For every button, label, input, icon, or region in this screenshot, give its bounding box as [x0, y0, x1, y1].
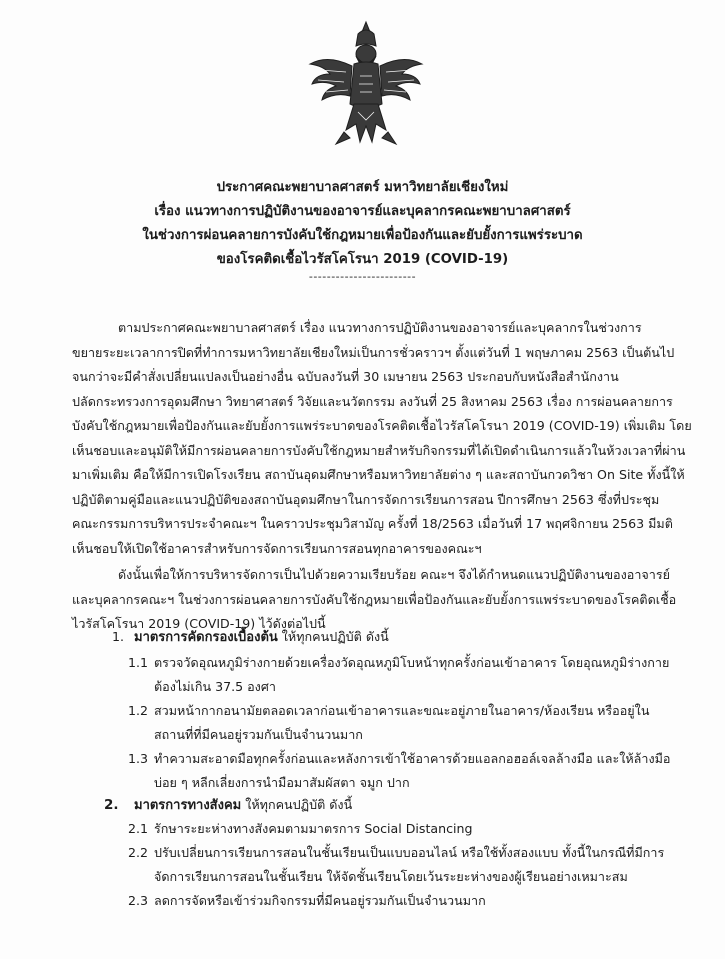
- list-item: [128, 747, 671, 795]
- item-number: 2.1: [128, 821, 149, 836]
- list-item: [128, 889, 486, 913]
- list-item: [128, 841, 664, 889]
- item-number: 2.2: [128, 845, 149, 860]
- garuda-emblem-icon: [305, 20, 427, 148]
- paragraph-line: ตามประกาศคณะพยาบาลศาสตร์ เรื่อง แนวทางการปฏิบัติงานของอาจารย์และบุคลากรในช่วงการ: [118, 320, 642, 335]
- paragraph-line: ดังนั้นเพื่อให้การบริหารจัดการเป็นไปด้วยความเรียบร้อย คณะฯ จึงได้กำหนดแนวปฏิบัติงานของอาจารย์: [118, 567, 671, 582]
- paragraph-line: คณะกรรมการบริหารประจำคณะฯ ในคราวประชุมวิสามัญ ครั้งที่ 18/2563 เมื่อวันที่ 17 พฤศจิกายน 2563 มีมติ: [72, 516, 673, 531]
- announcement-title: ประกาศคณะพยาบาลศาสตร์ มหาวิทยาลัยเชียงใหม่: [216, 180, 509, 195]
- section-1-heading: [112, 625, 389, 650]
- item-text: สวมหน้ากากอนามัยตลอดเวลาก่อนเข้าอาคารและขณะอยู่ภายในอาคาร/ห้องเรียน หรืออยู่ใน: [154, 703, 650, 718]
- item-text: ทำความสะอาดมือทุกครั้งก่อนและหลังการเข้าใช้อาคารด้วยแอลกอฮอล์เจลล้างมือ และให้ล้างมือ: [154, 751, 671, 766]
- announcement-subject-line-3: ของโรคติดเชื้อไวรัสโคโรนา 2019 (COVID-19): [216, 252, 509, 267]
- section-title: มาตรการทางสังคม: [134, 798, 242, 813]
- item-text-continued: จัดการเรียนการสอนในชั้นเรียน ให้จัดชั้นเรียนโดยเว้นระยะห่างของผู้เรียนอย่างเหมาะสม: [154, 869, 628, 884]
- item-text: ตรวจวัดอุณหภูมิร่างกายด้วยเครื่องวัดอุณหภูมิโบหน้าทุกครั้งก่อนเข้าอาคาร โดยอุณหภูมิร่างกาย: [154, 655, 670, 670]
- paragraph-line: บังคับใช้กฎหมายเพื่อป้องกันและยับยั้งการแพร่ระบาดของโรคติดเชื้อไวรัสโคโรนา 2019 (COVID-19) เพิ่มเติม โดย: [72, 418, 692, 433]
- paragraph-line: ปฏิบัติตามคู่มือและแนวปฏิบัติของสถาบันอุดมศึกษาในการจัดการเรียนการสอน ปีการศึกษา 2563 ซึ่งที่ประชุม: [72, 491, 660, 507]
- item-text-continued: ต้องไม่เกิน 37.5 องศา: [154, 679, 276, 694]
- section-suffix: ให้ทุกคนปฏิบัติ ดังนี้: [241, 797, 353, 812]
- list-item: [128, 699, 649, 747]
- paragraph-line: ไวรัสโคโรนา 2019 (COVID-19) ไว้ดังต่อไปนี้: [72, 616, 326, 631]
- paragraph-line: มาเพิ่มเติม คือให้มีการเปิดโรงเรียน สถาบันอุดมศึกษาหรือมหาวิทยาลัยต่าง ๆ และสถาบันกวดวิชา On Site ทั้งนี้ให้: [72, 467, 685, 482]
- paragraph-line: ขยายระยะเวลาการปิดที่ทำการมหาวิทยาลัยเชียงใหม่เป็นการชั่วคราวฯ ตั้งแต่วันที่ 1 พฤษภาคม 2563 เป็นต้นไป: [72, 344, 675, 360]
- paragraph-line: เห็นชอบให้เปิดใช้อาคารสำหรับการจัดการเรียนการสอนทุกอาคารของคณะฯ: [72, 540, 482, 556]
- paragraph-line: และบุคลากรคณะฯ ในช่วงการผ่อนคลายการบังคับใช้กฎหมายเพื่อป้องกันและยับยั้งการแพร่ระบาดของโรคติดเชื้อ: [72, 591, 677, 607]
- section-suffix: ให้ทุกคนปฏิบัติ ดังนี้: [277, 629, 389, 644]
- list-item: [128, 651, 669, 699]
- section-title: มาตรการคัดกรองเบื้องต้น: [134, 630, 278, 645]
- list-item: [128, 817, 473, 841]
- item-number: 2.3: [128, 893, 149, 908]
- intro-paragraph: [72, 316, 692, 561]
- item-number: 1.1: [128, 655, 149, 670]
- section-number: 1.: [112, 629, 125, 644]
- announcement-subject-line-2: ในช่วงการผ่อนคลายการบังคับใช้กฎหมายเพื่อป้องกันและยับยั้งการแพร่ระบาด: [142, 228, 583, 243]
- announcement-subject: เรื่อง แนวทางการปฏิบัติงานของอาจารย์และบุคลากรคณะพยาบาลศาสตร์: [154, 204, 571, 219]
- section-2-heading: [104, 793, 352, 818]
- item-text: ปรับเปลี่ยนการเรียนการสอนในชั้นเรียนเป็นแบบออนไลน์ หรือใช้ทั้งสองแบบ ทั้งนี้ในกรณีที่มีการ: [154, 845, 665, 860]
- paragraph-line: ปลัดกระทรวงการอุดมศึกษา วิทยาศาสตร์ วิจัยและนวัตกรรม ลงวันที่ 25 สิงหาคม 2563 เรื่อง การผ่อนคลายการ: [72, 393, 673, 409]
- section-number: 2.: [104, 797, 119, 813]
- paragraph-line: เห็นชอบและอนุมัติให้มีการผ่อนคลายการบังคับใช้กฎหมายสำหรับกิจกรรมที่ได้เปิดดำเนินการแล้วในห้วงเวลาที่ผ่าน: [72, 442, 686, 458]
- item-text-continued: สถานที่ที่มีคนอยู่รวมกันเป็นจำนวนมาก: [154, 727, 363, 742]
- paragraph-line: จนกว่าจะมีคำสั่งเปลี่ยนแปลงเป็นอย่างอื่น ฉบับลงวันที่ 30 เมษายน 2563 ประกอบกับหนังสือสำนักงาน: [72, 369, 619, 384]
- title-separator: ------------------------: [308, 270, 417, 283]
- item-text: ลดการจัดหรือเข้าร่วมกิจกรรมที่มีคนอยู่รวมกันเป็นจำนวนมาก: [154, 893, 486, 908]
- item-text: รักษาระยะห่างทางสังคมตามมาตรการ Social Distancing: [154, 821, 473, 836]
- item-number: 1.3: [128, 751, 149, 766]
- item-number: 1.2: [128, 703, 149, 718]
- item-text-continued: บ่อย ๆ หลีกเลี่ยงการนำมือมาสัมผัสตา จมูก ปาก: [154, 775, 410, 790]
